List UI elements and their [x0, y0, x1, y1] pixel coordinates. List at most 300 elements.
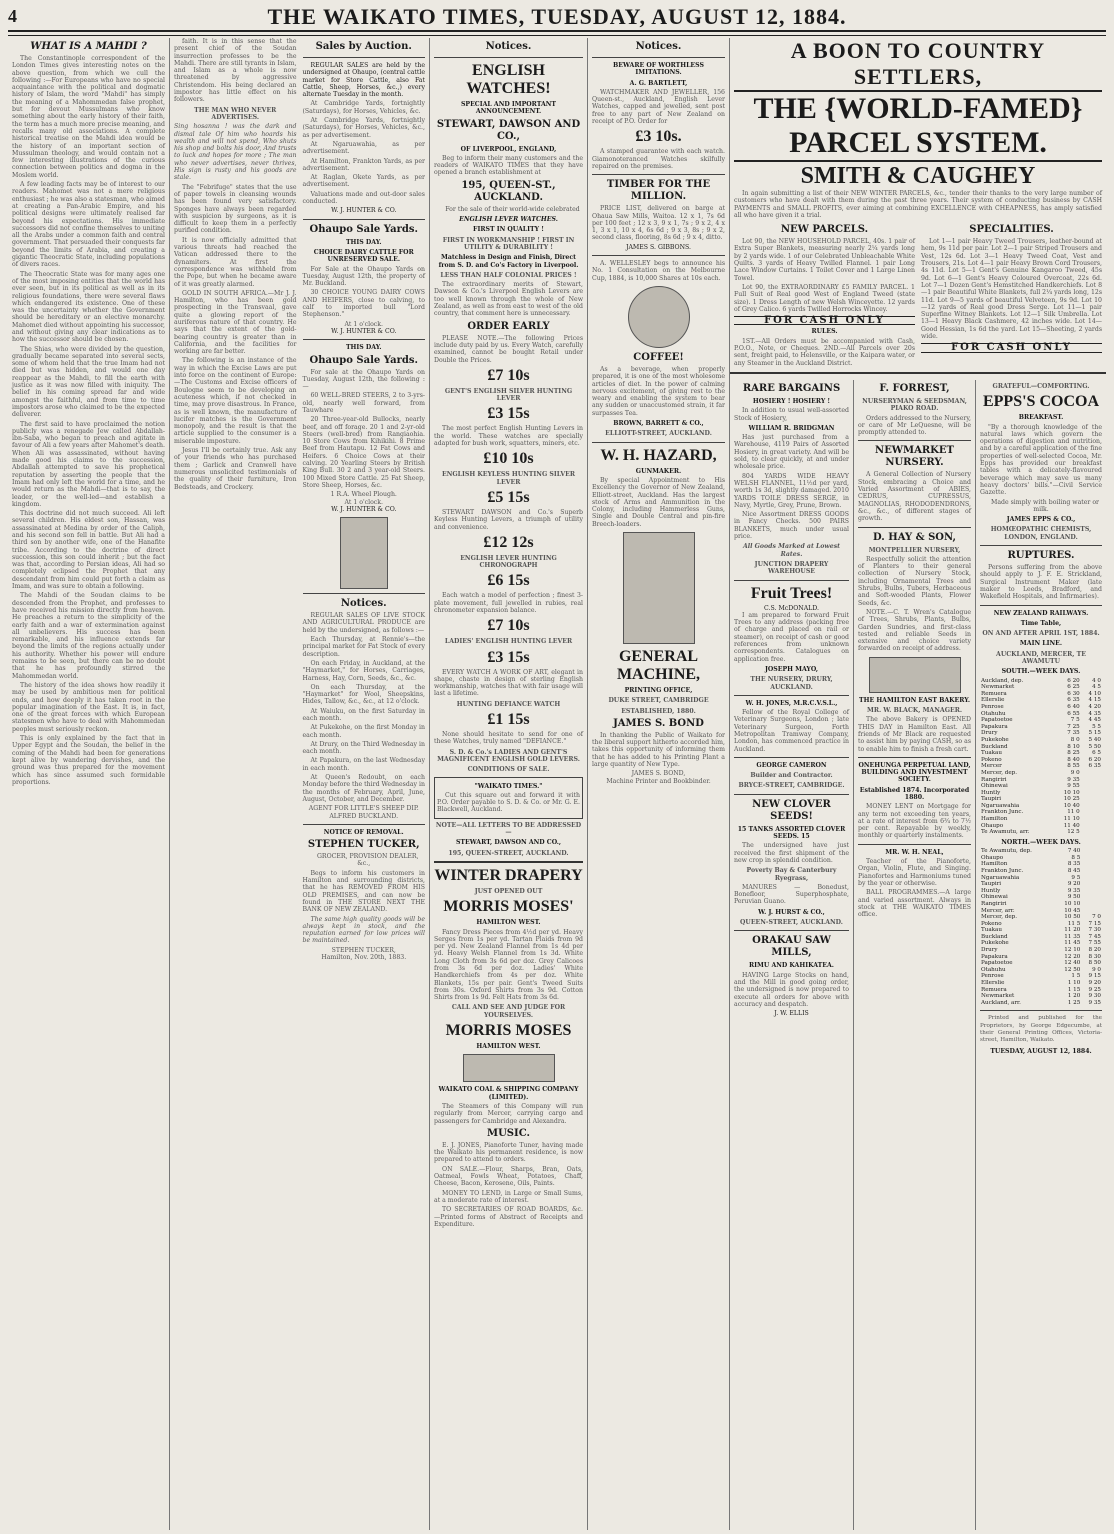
train-time: 4 20 [1088, 703, 1101, 710]
train-time [1081, 861, 1102, 868]
mayo: JOSEPH MAYO, [764, 665, 819, 673]
onehunga: ONEHUNGA PERPETUAL LAND, BUILDING AND INVESTMENT SOCIETY. [858, 761, 971, 784]
train-time: 7 15 [1088, 920, 1101, 927]
train-time: 8 0 [1070, 736, 1080, 743]
station-name: Drury [981, 947, 998, 954]
price-9: £1 15s [487, 711, 530, 729]
bartlett-name: A. G. BARTLETT, [629, 79, 688, 87]
notices-heading-col4: Notices. [635, 41, 682, 52]
drury-nursery: THE NURSERY, DRURY, AUCKLAND. [750, 676, 833, 691]
train-time: 5 50 [1088, 743, 1101, 750]
timetable-south-row [980, 770, 1102, 777]
timetable-south-row [980, 763, 1102, 770]
timetable-north-row [980, 934, 1102, 941]
train-time: 10 25 [1063, 796, 1080, 803]
train-time: 6 55 [1067, 710, 1080, 717]
bakery: THE HAMILTON EAST BAKERY. [859, 696, 970, 704]
station-name: Buckland [981, 743, 1008, 750]
station-name: Otahuhu [981, 966, 1006, 973]
station-name: Papatoetoe [981, 717, 1013, 724]
music-heading: MUSIC. [487, 1127, 530, 1139]
timetable-south-row [980, 816, 1102, 823]
railways: NEW ZEALAND RAILWAYS. [993, 609, 1089, 617]
train-time: 1 10 [1067, 980, 1081, 987]
station-name: Ellerslie [981, 697, 1005, 704]
train-time: 6 40 [1067, 703, 1080, 710]
main-line: MAIN LINE. [1019, 640, 1063, 648]
column-4: Notices. BEWARE OF WORTHLESS IMITATIONS. A. G. BARTLETT, WATCHMAKER AND JEWELLER, 156 Queen-st., Auckland, English Lever Watches, capped and jewelled, sent post free to any part of New Zealand on receipt of P.O. Order for £3 10s. A stamped guarantee with each watch. Giamonoteranced Watches skilfully repaired on the premises. TIMBER FOR THE MILLION. PRICE LIST, delivered on barge at Ohaua Saw Mills, Waitoa. 12 x 1, 7s 6d per 100 feet ; 12 x 3, 9 x 1, 7s ; 9 x 2, 4 x 1, 3 x 1, 10 x 4, 6s 6d ; 9 x 3, 8s ; 9 x 2, second class, flooring, 8s 6d ; 9 x 4, ditto. JAMES S. GIBBONS. A. WELLESLEY begs to announce his No. 1 Consultation on the Melbourne Cup, 1884, is 10,000 Shares at 10s each. COFFEE! As a beverage, when properly prepared, it is one of the most wholesome articles of diet. In the power of calming nervous excitement, of giving rest to the weary and enabling the system to bear any sudden or unaccustomed strain, it far surpasses Tea. BROWN, BARRETT & CO., ELLIOTT-STREET, AUCKLAND. W. H. HAZARD, GUNMAKER. By special Appointment to His Excellency the Governor of New Zealand, Elliott-street, Auckland. Has the largest stock of Arms and Ammunition in the Colony, including Hammerless Guns, Single and Double Central and pin-fire Breech-loaders. GENERAL MACHINE, PRINTING OFFICE, DUKE STREET, CAMBRIDGE ESTABLISHED, 1880. JAMES S. BOND In thanking the Public of Waikato for the liberal support hitherto accorded him, takes this opportunity of informing them that he has added to his Printing Plant a large quantity of New Type. JAMES S. BOND, Machine Printer and Bookbinder. [588, 38, 730, 1530]
price-5: £12 12s [483, 533, 534, 551]
station-name: Mercer, dep. [981, 914, 1018, 921]
timetable-north [980, 848, 1102, 1006]
rimu: RIMU AND KAHIKATEA. [749, 962, 834, 970]
station-name: Ohaupo [981, 854, 1004, 861]
auctioneer-name-3: W. J. HUNTER & CO. [331, 505, 397, 513]
column-6: F. FORREST, NURSERYMAN & SEEDSMAN, PIAKO ROAD. Orders addressed to the Nursery, or care of Mr LeQuesne, will be promptly attended to. NEWMARKET NURSERY. A General Collection of Nursery Stock, embracing a Choice and Varied Assortment of ABIES, CEDRUS, CUPRESSUS, MAGNOLIAS, RHODODENDRONS, &c., &c., of different stages of growth. D. HAY & SON, MONTPELLIER NURSERY, Respectfully solicit the attention of Planters to their general collection of Nursery Stock, including Ornamental Trees and Shrubs, Bulbs, Tubers, Herbaceous and Soft-wooded Plants, Flower Seeds, &c. NOTE.—C. T. Wren's Catalogue of Trees, Shrubs, Plants, Bulbs, Garden Sundries, and first-class tested and reliable Seeds in extensive and choice variety forwarded on receipt of address. THE HAMILTON EAST BAKERY. MR. W. BLACK, MANAGER. The above Bakery is OPENED THIS DAY in Hamilton East. All friends of Mr Black are requested to assist him by paying CASH, so as to enable him to finish a fresh cart. ONEHUNGA PERPETUAL LAND, BUILDING AND INVESTMENT SOCIETY. Established 1874. Incorporated 1880. MONEY LENT on Mortgage for any term not exceeding ten years, at a rate of interest from 6¾ to 7½ per cent. Repayable by weekly, monthly or quarterly instalments. MR. W. H. NEAL, Teacher of the Pianoforte, Organ, Violin, Flute, and Singing. Pianofortes and Harmoniums tuned by the year or otherwise. BALL PROGRAMMES.—A large and varied assortment. Always in stock at THE WAIKATO TIMES office. [854, 380, 976, 1530]
price-6: £6 15s [487, 572, 530, 590]
hosiery: HOSIERY ! HOSIERY ! [752, 398, 831, 405]
timetable-north-row [980, 927, 1102, 934]
timetable-south-row [980, 796, 1102, 803]
price-1: £7 10s [487, 366, 530, 384]
epps-co: JAMES EPPS & CO., [1006, 516, 1076, 524]
train-time: 9 55 [1067, 783, 1080, 790]
neal: MR. W. H. NEAL, [885, 848, 944, 856]
poverty-bay: Poverty Bay & Canterbury Ryegrass, [746, 867, 837, 882]
price-3: £10 10s [483, 450, 534, 468]
timetable-north-row [980, 1000, 1102, 1007]
timetable-south-row [980, 717, 1102, 724]
grateful: GRATEFUL—COMFORTING. [992, 383, 1090, 390]
new-clover: NEW CLOVER SEEDS! [752, 798, 831, 822]
station-name: Frankton Junc. [981, 809, 1024, 816]
station-name: Te Awamutu, dep. [981, 848, 1032, 855]
forrest-sub: NURSERYMAN & SEEDSMAN, PIAKO ROAD. [862, 398, 967, 413]
train-time: 9 0 [1070, 769, 1080, 776]
for-cash-only: FOR CASH ONLY [734, 316, 915, 325]
train-time: 5 40 [1088, 736, 1101, 743]
bartlett-price: £3 10s. [635, 128, 682, 146]
masthead [8, 4, 1106, 32]
station-name: Mercer, dep. [981, 769, 1018, 776]
train-time [1081, 855, 1102, 862]
train-time: 7 45 [1088, 933, 1101, 940]
timetable-north-row [980, 993, 1102, 1000]
station-name: Newmarket [981, 684, 1015, 691]
clover-tanks: 15 TANKS ASSORTED CLOVER SEEDS. 15 [737, 825, 846, 841]
builder: Builder and Contractor. [750, 772, 833, 780]
timetable-north-row [980, 980, 1102, 987]
station-name: Mercer [981, 763, 1002, 770]
timetable-south-row [980, 730, 1102, 737]
train-time [1081, 803, 1102, 810]
morris-moses-2: MORRIS MOSES [445, 1022, 572, 1040]
coffee-heading: COFFEE! [633, 351, 684, 363]
station-name: Ngaruawahia [981, 802, 1020, 809]
train-time: 6 30 [1067, 690, 1080, 697]
station-name: Rangiriri [981, 776, 1007, 783]
column-3: Notices. ENGLISH WATCHES! SPECIAL AND IMPORTANT ANNOUNCEMENT. STEWART, DAWSON AND CO., OF LIVERPOOL, ENGLAND, Beg to inform their many customers and the readers of WAIKATO TIMES that they have opened a branch establishment at 195, QUEEN-ST., AUCKLAND. For the sale of their world-wide celebrated ENGLISH LEVER WATCHES. FIRST IN QUALITY ! FIRST IN WORKMANSHIP ! FIRST IN UTILITY & DURABILITY ! Matchless in Design and Finish, Direct from S. D. and Co's Factory in Liverpool. LESS THAN HALF COLONIAL PRICES ! The extraordinary merits of Stewart, Dawson & Co.'s Liverpool English Levers are too well known through the whole of New Zealand, as well as from east to west of the old country, that comment here is unnecessary. ORDER EARLY PLEASE NOTE.—The following Prices include duty paid by us. Every Watch, carefully examined, cannot be bought Retail under Double the Prices. £7 10s GENT'S ENGLISH SILVER HUNTING LEVER £3 15s The most perfect English Hunting Levers in the world. These watches are specially adapted for bush work, squatters, miners, etc. £10 10s ENGLISH KEYLESS HUNTING SILVER LEVER £5 15s STEWART DAWSON and Co.'s Superb Keyless Hunting Levers, a triumph of utility and convenience. £12 12s ENGLISH LEVER HUNTING CHRONOGRAPH £6 15s Each watch a model of perfection ; finest 3-plate movement, full jewelled in rubies, real chronometer expansion balance. £7 10s LADIES' ENGLISH HUNTING LEVER £3 15s EVERY WATCH A WORK OF ART, elegant in shape, chaste in design of sterling English workmanship, watches that with fair usage will last a lifetime. HUNTING DEFIANCE WATCH £1 15s None should hesitate to send for one of these Watches, truly named "DEFIANCE." S. D. & Co.'s LADIES AND GENT'S MAGNIFICENT ENGLISH GOLD LEVERS. CONDITIONS OF SALE. "WAIKATO TIMES." Cut this square out and forward it with P.O. Order payable to S. D. & Co. or Mr. G. E. Blackwell, Auckland. NOTE—ALL LETTERS TO BE ADDRESSED— STEWART, DAWSON AND CO., 195, QUEEN-STREET, AUCKLAND. WINTER DRAPERY JUST OPENED OUT MORRIS MOSES' HAMILTON WEST. Fancy Dress Pieces from 4½d per yd. Heavy Serges from 1s per yd. Tartan Plaids from 9d per yd. New Zealand Flannel from 1s 4d per yd. Heavy Welsh Flannel from 1s 3d. White Long Cloth from 3s 6d per doz. Grey Calicoes from 3s 6d per doz. Ladies' White Handkerchiefs from 4s per doz. White Blankets, 15s per pair. Gent's Tweed Suits from 30s. Oxford Shirts from 3s 9d. Cotton Shirts from 1s 9d. Felt Hats from 3s 6d. CALL AND SEE AND JUDGE FOR YOURSELVES. MORRIS MOSES HAMILTON WEST. WAIKATO COAL & SHIPPING COMPANY (LIMITED). The Steamers of this Company will run regularly from Mercer, carrying cargo and passengers for Cambridge and Alexandra. MUSIC. E. J. JONES, Pianoforte Tuner, having made the Waikato his permanent residence, is now prepared to attend to orders. ON SALE.—Flour, Sharps, Bran, Oats, Oatmeal, Fowls Wheat, Potatoes, Chaff, Cheese, Bacon, Kerosene, Oils, Paints. MONEY TO LEND, in Large or Small Sums, at a moderate rate of interest. TO SECRETARIES OF ROAD BOARDS, &c.—Printed forms of Abstract of Receipts and Expenditure. [430, 38, 588, 1530]
lever-watches: ENGLISH LEVER WATCHES. [459, 216, 558, 224]
train-time: 7 40 [1067, 848, 1081, 855]
stewart-liverpool: OF LIVERPOOL, ENGLAND, [460, 145, 557, 153]
epps-cocoa: EPPS'S COCOA [982, 393, 1099, 411]
train-time: 10 45 [1064, 907, 1081, 914]
columns [8, 38, 1106, 1530]
auctioneer-name-2: W. J. HUNTER & CO. [331, 327, 397, 335]
station-name: Penrose [981, 973, 1004, 980]
ohaupo-yards-2: Ohaupo Sale Yards. [309, 354, 418, 366]
timetable-south-row [980, 724, 1102, 731]
boon-heading [734, 38, 1102, 162]
timetable-south-row [980, 684, 1102, 691]
train-time: 6 20 [1088, 756, 1101, 763]
train-time [1081, 868, 1102, 875]
station-name: Ellerslie [981, 980, 1005, 987]
timetable-north-row [980, 921, 1102, 928]
steamship-icon [463, 1054, 555, 1082]
train-time [1081, 894, 1102, 901]
timetable-north-row [980, 881, 1102, 888]
station-name: Papakura [981, 723, 1008, 730]
timetable-north-row [980, 973, 1102, 980]
timetable-north-row [980, 868, 1102, 875]
price-2: £3 15s [487, 405, 530, 423]
ohaupo-yards: Ohaupo Sale Yards. [309, 223, 418, 235]
timetable-south-row [980, 678, 1102, 685]
excelsior-brand-icon [628, 286, 690, 348]
timetable-south-row [980, 803, 1102, 810]
train-time [1081, 829, 1102, 836]
timetable-south-row [980, 711, 1102, 718]
train-time [1081, 816, 1102, 823]
station-name: Papatoetoe [981, 960, 1013, 967]
stewart-queen-st: 195, QUEEN-ST., AUCKLAND. [461, 179, 556, 203]
train-time: 4 45 [1088, 717, 1101, 724]
for-cash-only-2: FOR CASH ONLY [921, 343, 1102, 352]
train-time: 6 5 [1092, 750, 1101, 757]
choice-cattle-heading: CHOICE DAIRY CATTLE FOR UNRESERVED SALE. [313, 248, 414, 264]
timetable-north-row [980, 940, 1102, 947]
timetable-south-row [980, 737, 1102, 744]
signal-glass-icon [623, 532, 695, 644]
waikato-times-coupon: "WAIKATO TIMES." [474, 782, 543, 790]
sales-heading: Sales by Auction. [315, 41, 412, 52]
train-time: 8 30 [1088, 953, 1101, 960]
hamilton-west-2: HAMILTON WEST. [476, 1043, 541, 1051]
train-time: 10 50 [1064, 914, 1081, 921]
gunmaker: GUNMAKER. [635, 467, 682, 475]
train-time: 9 20 [1088, 980, 1101, 987]
train-time: 8 10 [1067, 743, 1080, 750]
train-time: 5 15 [1088, 730, 1101, 737]
station-name: Pokeno [981, 756, 1002, 763]
jones-vet: W. H. JONES, M.R.C.V.S.L., [745, 699, 838, 707]
train-time: 5 5 [1092, 723, 1101, 730]
train-time: 1 25 [1067, 999, 1081, 1006]
station-name: Tuakau [981, 927, 1002, 934]
train-time: 12 5 [1067, 829, 1080, 836]
station-name: Newmarket [981, 993, 1015, 1000]
timetable-north-row [980, 855, 1102, 862]
station-name: Taupiri [981, 796, 1002, 803]
timetable-north-row [980, 901, 1102, 908]
station-name: Papakura [981, 953, 1008, 960]
train-time: 4 5 [1092, 684, 1101, 691]
station-name: Otahuhu [981, 710, 1006, 717]
train-time [1081, 881, 1102, 888]
epps-sub: HOMŒOPATHIC CHEMISTS, LONDON, ENGLAND. [990, 526, 1092, 541]
train-time: 8 50 [1088, 960, 1101, 967]
station-name: Ohinewai [981, 894, 1008, 901]
timetable-south-row [980, 790, 1102, 797]
specialities: SPECIALITIES. [969, 224, 1054, 236]
station-name: Te Awamutu, arr. [981, 829, 1030, 836]
black-manager: MR. W. BLACK, MANAGER. [867, 707, 962, 715]
south-week-days: SOUTH.—WEEK DAYS. [1001, 668, 1081, 676]
timetable-south-row [980, 809, 1102, 816]
article-heading-never-advertises: THE MAN WHO NEVER ADVERTISES. [194, 106, 277, 121]
train-time: 12 40 [1064, 960, 1081, 967]
timetable-north-row [980, 861, 1102, 868]
train-time: 11 45 [1064, 940, 1081, 947]
station-name: Drury [981, 730, 998, 737]
special-announcement: SPECIAL AND IMPORTANT ANNOUNCEMENT. [460, 101, 557, 116]
smith-caughey-block: A BOON TO COUNTRY SETTLERS, THE {WORLD-FAMED} PARCEL SYSTEM. SMITH & CAUGHEY In again submitting a list of their NEW WINTER PARCELS, &c., tender their thanks to the very large number of customers who have dealt with them during the past three years. Their system of conducting business by CASH PAYMENTS and SMALL PROFITS, ever aiming at combining EXCELLENCE with CHEAPNESS, has amply satisfied all who have given it a trial. NEW PARCELS. Lot 90, the NEW HOUSEHOLD PARCEL, 40s. 1 pair of Extra Super Blankets, measuring nearly 2¼ yards long by 2 yards wide. 1 of our Celebrated Unbleachable White Quilts. 3 yards of Heavy Twilled Flannel. 1 pair Long Lace Window Curtains. 1 Toilet Cover and 1 Large Linen Towel. Lot 90, the EXTRAORDINARY £5 FAMILY PARCEL. 1 Full Suit of Real good West of England Tweed (state size). 1 Dress Length of new Welsh Winceyette. 12 yards of Grey Calico. 6 yards Twilled Horrocks Wincey. FOR CASH ONLY RULES. 1ST.—All Orders must be accompanied with Cash, P.O.O., Note, or Cheques. 2ND.—All Parcels over 20s sent, freight paid, to Helensville, or the Kaipara water, or any Steamer in the Auckland District. SPECIALITIES. Lot 1—1 pair Heavy Tweed Trousers, leather-bound at hem, 9s 11d per pair. Lot 2—1 pair Striped Trousers and Vest, 12s 6d. Lot 3—1 Heavy Tweed Coat, Vest and Trousers, 21s. Lot 4—1 pair Heavy Brown Cord Trousers, 4s 11d. Lot 5—1 Gent's Genuine Kangaroo Tweed, 45s 9d. Lot 6—1 Gent's Heavy Coloured Overcoat, 22s 6d. Lot 7—1 Dozen Gent's Hemstitched Handkerchiefs. Lot 8—1 pair Beautiful White Blankets, full 2¼ yards long, 12s 11d. Lot 9—5 yards of beautiful Velveteen, 9s 9d. Lot 10—12 yards of Real good Dress Serge. Lot 11—1 pair Superfine Witney Blankets. Lot 12—1 Silk Umbrella. Lot 13—1 Heavy Black Cashmere, 42 inches wide. Lot 14—Good Hessian, 1s 6d the yard. Lot 15—Sheeting, 2 yards wide. FOR CASH ONLY [730, 38, 1106, 374]
train-time: 8 55 [1067, 763, 1080, 770]
train-time: 1 5 [1071, 973, 1081, 980]
train-time [1081, 796, 1102, 803]
train-time: 8 5 [1071, 854, 1081, 861]
beware-heading: BEWARE OF WORTHLESS IMITATIONS. [613, 62, 704, 77]
winter-drapery: WINTER DRAPERY [434, 866, 583, 884]
train-time: 9 0 [1092, 966, 1101, 973]
train-time: 11 10 [1063, 816, 1080, 823]
pointing-hand-icon [340, 517, 388, 589]
train-time: 11 40 [1063, 822, 1080, 829]
fruit-trees: Fruit Trees! [750, 584, 833, 602]
forrest: F. FORREST, [879, 383, 950, 394]
station-name: Pukekohe [981, 736, 1009, 743]
station-name: Mercer, arr. [981, 907, 1015, 914]
train-time: 7 0 [1092, 914, 1101, 921]
stewart-dawson: STEWART, DAWSON AND CO., [436, 118, 581, 142]
station-name: Ohinewai [981, 783, 1008, 790]
new-parcels: NEW PARCELS. [780, 224, 869, 236]
train-time: 12 50 [1064, 966, 1081, 973]
sales-by-auction: Sales by Auction. REGULAR SALES are held by the undersigned at Ohaupo, (central cattle market for Store Cattle, also Fat Cattle, Sheep, Horses, &c.,) every alternate Tuesday in the month. At Cambridge Yards, fortnightly (Saturdays), for Horses, Vehicles, &c. At Cambridge Yards, fortnightly (Saturdays), for Horses, Vehicles, &c., as per advertisement. At Ngaruawahia, as per advertisement. At Hamilton, Frankton Yards, as per advertisement. At Raglan, Okete Yards, as per advertisement. Valuations made and out-door sales conducted. W. J. HUNTER & CO. Ohaupo Sale Yards. THIS DAY. CHOICE DAIRY CATTLE FOR UNRESERVED SALE. For Sale at the Ohaupo Yards on Tuesday, August 12th, the property of Mr. Buckland. 30 CHOICE YOUNG DAIRY COWS AND HEIFERS, close to calving, to calf to imported bull "Lord Stephenson." At 1 o'clock. W. J. HUNTER & CO. THIS DAY. Ohaupo Sale Yards. For sale at the Ohaupo Yards on Tuesday, August 12th, the following :— 60 WELL-BRED STEERS, 2 to 3-yrs-old, nearly well forward, from Tauwhare 20 Three-year-old Bullocks, nearly beef, and off forage. 20 1 and 2-yr-old Steers (well-bred) from Rangiaohia. 10 Store Cows from Kihikihi. 8 Prime Beef from Hautapu. 12 Fat Cows and Heifers. 6 Choice Cows at their calving. 20 Yearling Steers by British King Bull. 30 2 and 3 year-old Steers. 100 Mixed Store Cattle. 25 Fat Sheep, Store Sheep, Horses, &c. 1 R.A. Wheel Plough. At 1 o'clock. W. J. HUNTER & CO. Notices. REGULAR SALES OF LIVE STOCK AND AGRICULTURAL PRODUCE are held by the undersigned, as follows :— Each Thursday, at Rennie's—the principal market for Fat Stock of every description. On each Friday, in Auckland, at the "Haymarket," for Horses, Carriages, Harness, Hay, Corn, Seeds, &c., &c. On each Thursday, at the "Haymarket" for Wool, Sheepskins, Hides, Tallow, &c., &c., at 12 o'clock. At Waiuku, on the first Saturday in each month. At Pukekohe, on the first Monday in each month. At Drury, on the Third Wednesday in each month. At Papakura, on the last Wednesday in each month. At Queen's Redoubt, on each Monday before the third Wednesday in the months of February, April, June, August, October, and December. AGENT FOR LITTLE'S SHEEP DIP. ALFRED BUCKLAND. NOTICE OF REMOVAL. STEPHEN TUCKER, GROCER, PROVISION DEALER, &c., Begs to inform his customers in Hamilton and surrounding districts, that he has REMOVED FROM HIS OLD PREMISES, and can now be found in THE STORE NEXT THE BANK OF NEW ZEALAND. The same high quality goods will be always kept in stock, and the reputation earned for low prices will be maintained. STEPHEN TUCKER, Hamilton, Nov. 20th, 1883. [302, 41, 425, 962]
train-time: 9 50 [1067, 894, 1081, 901]
price-7: £7 10s [487, 617, 530, 635]
hamilton-west: HAMILTON WEST. [476, 919, 541, 927]
bridgman: WILLIAM R. BRIDGMAN [748, 424, 835, 432]
train-time: 4 35 [1088, 710, 1101, 717]
train-time: 9 35 [1067, 887, 1081, 894]
price-4: £5 15s [487, 488, 530, 506]
breakfast: BREAKFAST. [1018, 414, 1064, 422]
train-time: 8 35 [1067, 861, 1081, 868]
rules-heading: RULES. [811, 328, 838, 336]
cameron: GEORGE CAMERON [756, 761, 827, 769]
station-name: Penrose [981, 703, 1004, 710]
first-in-quality: FIRST IN QUALITY ! [473, 226, 544, 234]
morris-moses: MORRIS MOSES' [443, 898, 574, 916]
article-heading-mahdi: WHAT IS A MAHDI ? [30, 41, 147, 52]
column-2 [170, 38, 430, 1530]
train-time: 6 20 [1067, 677, 1080, 684]
notices-heading-col3: Notices. [485, 41, 532, 52]
station-name: Auckland, arr. [981, 999, 1021, 1006]
timetable-south-row [980, 783, 1102, 790]
brown-barrett: BROWN, BARRETT & CO., [613, 420, 704, 428]
train-time: 7 25 [1067, 723, 1080, 730]
stewart-dawson-2: STEWART, DAWSON AND CO., [455, 839, 562, 847]
hazard-name: W. H. HAZARD, [600, 446, 717, 464]
this-day-2: THIS DAY. [345, 344, 382, 352]
train-time: 6 35 [1067, 697, 1080, 704]
train-time: 4 15 [1088, 697, 1101, 704]
article-body-mahdi: The Constantinople correspondent of the London Times gives interesting notes on the above question, from which we cull the following :—For Europeans who have no special acquaintance with the political and dogmatic history of Islam, the word "Mahdi" has simply the meaning of a Mahommedan false prophet, but for devout Mussulmans who know something about the early history of their faith, the term has a much more precise meaning, and recalls many old associations. A complete historical treatise on the Mahdi idea would be the history of an important section of Mussulman theology, and would contain not a few interesting illustrations of the curious connection between politics and dogma in the Moslem world. A few leading facts may be of interest to our readers. Mahomet was not a mere religious enthusiast ; he was also a statesman, who aimed at creating a Pan-Arabic Empire, and his political designs were ultimately realised far beyond his expectations. His immediate successors did not confine themselves to uniting all the Arabs under a common faith and central government. That persuaded their conquests far beyond the limits of Arabia, and creating a gigantic Theocratic State, including populations of divers races. The Theocratic State was for many ages one of the most imposing entities that the world has ever seen, but in its political as well as in its religious foundations, there were several flaws which endangered its existence. One of these was the uncertainty whether the Government should be hereditary or an elective monarchy. Mahomet died without appointing his successor, and without giving any clear indications as to how the successor should be chosen. The Shias, who were divided by the question, gradually became separated into several sects, some of whom held that the true Imam had not died but was hidden, and would one day reappear as the Mahdi, to fill the earth with justice as it was now filled with iniquity. The belief in his coming spread far and wide amongst the faithful, and from time to time impostors arose who claimed to be the expected deliverer. The first said to have proclaimed the notion publicly was a renegade Jew called Abdallah-ibn-Saba, who began to preach and agitate in favour of Ali a few years after Mahomet's death. When Ali was assassinated, without having made good his claims to the succession, Abdallah attempted to save his prophetical reputation by asserting the people that the Imam had only left the world for a time, and he would return as the Mahdi—that is to say, the leader, or the well-led—and establish a kingdom. This doctrine did not much succeed. Ali left several children. His eldest son, Hassan, was assassinated at Medina by order of the Caliph, and his second son fell in battle. But Ali had a third son by another wife, one of the Hanafite tribe. According to the doctrine of direct succession, this son could inherit ; but the fact was that, according to Persian ideas, Ali had so completely eclipsed the Prophet that any descendant from him could put forth a claim as Imam, and was sure to obtain a following. The Mahdi of the Soudan claims to be descended from the Prophet, and professes to have received his mission directly from heaven. He preaches a return to the simplicity of the early faith and a war of extermination against all unbelievers. His success has been remarkable, and his influence extends far beyond the limits of the regions actually under his authority. Whether his power will endure remains to be seen, but there can be no doubt that he has profoundly stirred the Mahommedan world. The history of the idea shows how readily it may be used by ambitious men for political ends, and how deeply it has taken root in the popular imagination of the East. It is, in fact, one of the great forces with which European statesmen who have to deal with Mahommedan peoples must seriously reckon. This is only explained by the fact that in Upper Egypt and the Soudan, the belief in the coming of the Mahdi had been for generations kept alive by wandering dervishes, and the ground was thus prepared for the movement which has since assumed such formidable proportions. [12, 55, 165, 786]
station-name: Huntly [981, 887, 1001, 894]
printer-footer: Printed and published for the Proprietors, by George Edgecumbe, at their General Printing Offices, Victoria-street, Hamilton, Waikato. [980, 1015, 1102, 1044]
train-time: 7 5 [1070, 717, 1080, 724]
notices-heading-col2: Notices. [340, 598, 387, 610]
timetable-south-row [980, 777, 1102, 784]
timetable-north-row [980, 848, 1102, 855]
station-name: Tuakau [981, 750, 1002, 757]
just-opened: JUST OPENED OUT [474, 887, 543, 895]
train-time [1081, 908, 1102, 915]
train-time: 9 15 [1088, 973, 1101, 980]
train-time [1081, 783, 1102, 790]
station-name: Taupiri [981, 881, 1002, 888]
timetable-north-row [980, 947, 1102, 954]
printing-office: PRINTING OFFICE, [624, 686, 693, 694]
english-watches-heading: ENGLISH WATCHES! [466, 62, 551, 97]
station-name: Ohaupo [981, 822, 1004, 829]
rare-bargains: RARE BARGAINS [742, 383, 841, 394]
train-time: 7 35 [1067, 730, 1080, 737]
timetable-south-row [980, 697, 1102, 704]
gibbons-name: JAMES S. GIBBONS. [625, 243, 692, 251]
train-time [1081, 875, 1102, 882]
train-time: 11 35 [1064, 933, 1081, 940]
station-name: Pokeno [981, 920, 1002, 927]
train-time [1081, 901, 1102, 908]
newspaper-page [8, 4, 1106, 1530]
timetable-north-row [980, 908, 1102, 915]
train-time: 6 35 [1088, 763, 1101, 770]
train-time: 9 25 [1088, 986, 1101, 993]
price-8: £3 15s [487, 648, 530, 666]
station-name: Ngaruawahia [981, 874, 1020, 881]
newspaper-title: THE WAIKATO TIMES, TUESDAY, AUGUST 12, 1884. [267, 4, 847, 29]
train-time: 8 20 [1088, 947, 1101, 954]
timetable-south-row [980, 750, 1102, 757]
north-week-days: NORTH.—WEEK DAYS. [1001, 838, 1081, 846]
bond-name: JAMES S. BOND [613, 717, 704, 729]
train-time: 10 10 [1064, 900, 1081, 907]
train-time [1081, 790, 1102, 797]
station-name: Auckland, dep. [981, 677, 1024, 684]
train-time: 7 30 [1088, 927, 1101, 934]
smith-caughey-title: SMITH & CAUGHEY [800, 163, 1036, 189]
timetable-south-row [980, 757, 1102, 764]
train-time [1081, 823, 1102, 830]
timetable-north-row [980, 960, 1102, 967]
this-day: THIS DAY. [345, 238, 382, 246]
timetable-north-row [980, 987, 1102, 994]
train-time: 1 15 [1067, 986, 1081, 993]
general-machine: GENERAL MACHINE, [616, 647, 701, 683]
station-name: Buckland [981, 933, 1008, 940]
train-time: 9 35 [1067, 776, 1080, 783]
column-7: GRATEFUL—COMFORTING. EPPS'S COCOA BREAKFAST. "By a thorough knowledge of the natural laws which govern the operations of digestion and nutrition, and by a careful application of the fine properties of well-selected Cocoa, Mr. Epps has provided our breakfast tables with a delicately-flavoured beverage which may save us many heavy doctors' bills."—Civil Service Gazette. Made simply with boiling water or milk. JAMES EPPS & CO., HOMŒOPATHIC CHEMISTS, LONDON, ENGLAND. RUPTURES. Persons suffering from the above should apply to J. F. E. Strickland, Surgical Instrument Maker (late maker to Leeds, Bradford, and Wakefield Hospitals, and Infirmaries). NEW ZEALAND RAILWAYS. Time Table, ON AND AFTER APRIL 1ST, 1884. MAIN LINE. AUCKLAND, MERCER, TE AWAMUTU SOUTH.—WEEK DAYS. Auckland, dep. 6 20 4 0 Newmarket 6 25 4 5 Remuera 6 30 4 10 Ellerslie 6 35 4 15 Penrose 6 40 4 20 Otahuhu 6 55 4 35 Papatoetoe 7 5 4 45 Papakura 7 25 5 5 Drury 7 35 5 15 Pukekohe 8 0 5 40 Buckland 8 10 5 50 Tuakau 8 25 6 5 Pokeno 8 40 6 20 Mercer 8 55 6 35 Mercer, dep. 9 0 Rangiriri 9 35 Ohinewai 9 55 Huntly 10 10 Taupiri 10 25 Ngaruawahia 10 40 Frankton Junc. 11 0 Hamilton 11 10 Ohaupo 11 40 Te Awamutu, arr. 12 5 NORTH.—WEEK DAYS. Te Awamutu, dep. 7 40 Ohaupo 8 5 Hamilton 8 35 Frankton Junc. 8 45 Ngaruawahia 9 5 Taupiri 9 20 Huntly 9 35 Ohinewai 9 50 Rangiriri 10 10 Mercer, arr. 10 45 Mercer, dep. 10 50 7 0 Pokeno 11 5 7 15 Tuakau 11 20 7 30 Buckland 11 35 7 45 Pukekohe 11 45 7 55 Drury 12 10 8 20 Papakura 12 20 8 30 Papatoetoe 12 40 8 50 Otahuhu 12 50 9 0 Penrose 1 5 9 15 Ellerslie 1 10 9 20 Remuera 1 15 9 25 Newmarket 1 20 9 30 Auckland, arr. 1 25 9 35 Printed and published for the Proprietors, by George Edgecumbe, at their General Printing Offices, Victoria-street, Hamilton, Waikato. TUESDAY, AUGUST 12, 1884. [980, 383, 1102, 1055]
train-time: 12 10 [1064, 947, 1081, 954]
train-time: 12 20 [1064, 953, 1081, 960]
page-number: 4 [8, 6, 18, 26]
on-and-after: ON AND AFTER APRIL 1ST, 1884. [982, 630, 1100, 638]
time-table: Time Table, [1020, 619, 1062, 627]
train-time: 1 20 [1067, 993, 1081, 1000]
train-time: 7 55 [1088, 940, 1101, 947]
footer-date: TUESDAY, AUGUST 12, 1884. [990, 1047, 1092, 1055]
boon-title: A BOON TO COUNTRY SETTLERS, [790, 38, 1046, 89]
train-time [1081, 848, 1102, 855]
sales-intro: REGULAR SALES are held by the undersigned at Ohaupo, (central cattle market for Store Cattle, also Fat Cattle, Sheep, Horses, &c.,) every alternate Tuesday in the month. [302, 62, 425, 99]
established: Established 1874. Incorporated 1880. [859, 786, 970, 801]
train-time: 10 10 [1063, 789, 1080, 796]
auctioneer-name: W. J. HUNTER & CO. [331, 207, 397, 215]
smith-caughey-2 [734, 369, 1102, 374]
hay-son: D. HAY & SON, [872, 531, 957, 543]
station-name: Rangiriri [981, 900, 1007, 907]
train-time [1081, 888, 1102, 895]
station-name: Pukekohe [981, 940, 1009, 947]
train-time [1081, 777, 1102, 784]
ruptures: RUPTURES. [1007, 550, 1075, 562]
timetable-south [980, 678, 1102, 836]
timetable-north-row [980, 875, 1102, 882]
timetable-north-row [980, 894, 1102, 901]
waikato-coal: WAIKATO COAL & SHIPPING COMPANY (LIMITED). [438, 1086, 579, 1101]
train-time: 8 45 [1067, 867, 1081, 874]
train-time: 9 30 [1088, 993, 1101, 1000]
main-line-sub: AUCKLAND, MERCER, TE AWAMUTU [996, 650, 1086, 666]
station-name: Hamilton [981, 816, 1008, 823]
station-name: Frankton Junc. [981, 867, 1024, 874]
timetable-south-row [980, 744, 1102, 751]
orakau: ORAKAU SAW MILLS, [752, 935, 831, 959]
timetable-south-row [980, 823, 1102, 830]
train-time: 11 20 [1064, 927, 1081, 934]
column-5: RARE BARGAINS HOSIERY ! HOSIERY ! In addition to usual well-assorted Stock of Hosiery, WILLIAM R. BRIDGMAN Has just purchased from a Warehouse, 4119 Pairs of Assorted Hosiery, in great variety. And will be sold, to clear quickly, at and under wholesale price. 804 YARDS WIDE HEAVY WELSH FLANNEL, 11½d per yard, worth 1s 3d, slightly damaged. 2010 YARDS TOILE DRESS SERGE, in Navy, Myrtle, Grey, Prune, Brown. Nice Assortment DRESS GOODS in Fancy Checks. 500 PAIRS BLANKETS, much under usual price. All Goods Marked at Lowest Rates. JUNCTION DRAPERY WAREHOUSE Fruit Trees! C.S. McDONALD. I am prepared to forward Fruit Trees to any address (packing free of charge and placed on rail or steamer), on receipt of cash or good references from unknown correspondents. Catalogues on application free. JOSEPH MAYO, THE NURSERY, DRURY, AUCKLAND. W. H. JONES, M.R.C.V.S.L., Fellow of the Royal College of Veterinary Surgeons, London ; late Veterinary Surgeon, Forth Metropolitan Tramway Company, London, has commenced practice in Auckland. GEORGE CAMERON Builder and Contractor. BRYCE-STREET, CAMBRIDGE. NEW CLOVER SEEDS! 15 TANKS ASSORTED CLOVER SEEDS. 15 The undersigned have just received the first shipment of the new crop in splendid condition. Poverty Bay & Canterbury Ryegrass, MANURES — Bonedust, Bonefloor, Superphosphate, Peruvian Guano. W. J. HURST & CO., QUEEN-STREET, AUCKLAND. ORAKAU SAW MILLS, RIMU AND KAHIKATEA. HAVING Large Stocks on hand, and the Mill in good going order, the undersigned is now prepared to execute all orders for above with accuracy and despatch. J. W. ELLIS [730, 380, 854, 1530]
bakery-building-image [869, 657, 961, 693]
train-time [1081, 809, 1102, 816]
train-time: 4 0 [1092, 677, 1101, 684]
timetable-north-row [980, 888, 1102, 895]
train-time: 4 10 [1088, 690, 1101, 697]
train-time: 9 35 [1088, 999, 1101, 1006]
newmarket-nursery: NEWMARKET NURSERY. [875, 445, 954, 469]
train-time: 8 25 [1067, 750, 1080, 757]
train-time: 9 5 [1071, 874, 1081, 881]
train-time: 11 5 [1067, 920, 1081, 927]
column-1 [8, 38, 170, 1530]
train-time: 11 0 [1067, 809, 1080, 816]
timetable-north-row [980, 967, 1102, 974]
timetable-south-row [980, 829, 1102, 836]
